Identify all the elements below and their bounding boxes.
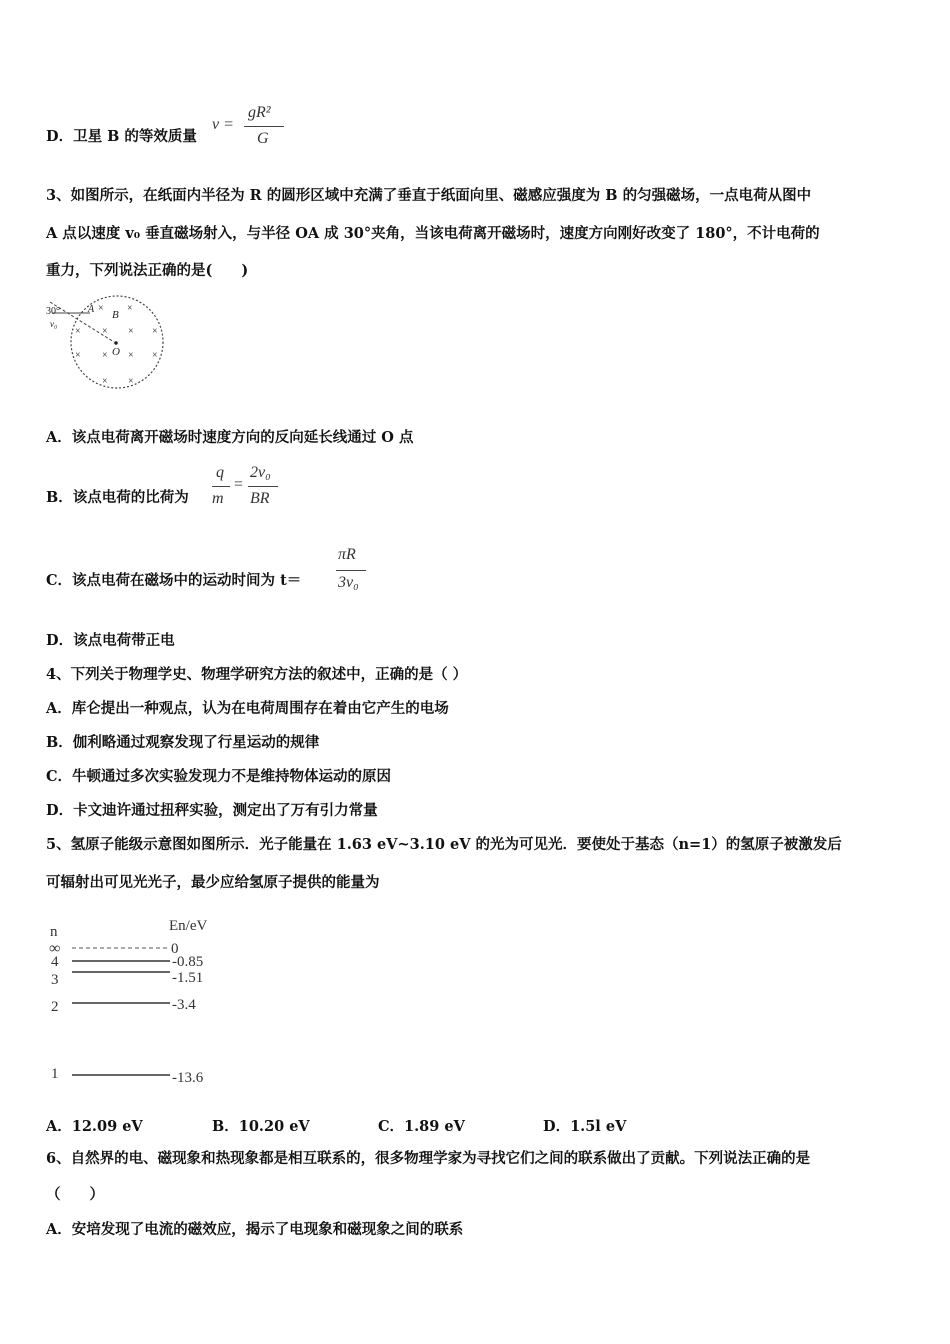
formula-denominator: G	[257, 130, 269, 147]
q5-stem-line1: 5、氢原子能级示意图如图所示．光子能量在 1.63 eV~3.10 eV 的光为可见光．要使处于基态（n=1）的氢原子被激发后	[46, 836, 842, 853]
q3-magnetic-field-figure	[44, 292, 172, 392]
q5-option-a: A．12.09 eV	[46, 1118, 143, 1135]
formula-denominator-right: BR	[250, 490, 270, 507]
field-mark: ×	[102, 326, 108, 337]
q6-stem-line2: （ ）	[46, 1186, 104, 1203]
q4-option-d: D．卡文迪许通过扭秤实验，测定出了万有引力常量	[46, 802, 378, 819]
field-mark: ×	[128, 326, 134, 337]
q3-stem-line3: 重力，下列说法正确的是( )	[46, 262, 249, 279]
field-mark: ×	[128, 350, 134, 361]
formula-lhs: v =	[212, 116, 234, 133]
velocity-label: v₀	[50, 319, 58, 329]
formula-equals: =	[234, 476, 244, 493]
q6-stem-line1: 6、自然界的电、磁现象和热现象都是相互联系的，很多物理学家为寻找它们之间的联系做出了贡献。下列说法正确的是	[46, 1150, 811, 1167]
level-n-infinity: ∞	[49, 940, 61, 957]
field-mark: ×	[152, 326, 158, 337]
q4-option-a: A．库仑提出一种观点，认为在电荷周围存在着由它产生的电场	[46, 700, 449, 717]
level-n-4: 4	[51, 954, 59, 970]
q2-option-d-formula	[212, 100, 282, 152]
field-mark: ×	[102, 376, 108, 387]
field-mark: ×	[102, 350, 108, 361]
level-e-1: -13.6	[172, 1070, 204, 1086]
angle-label: 30°	[46, 306, 60, 317]
q3-stem-line1: 3、如图所示，在纸面内半径为 R 的圆形区域中充满了垂直于纸面向里、磁感应强度为 B 的匀强磁场，一点电荷从图中	[46, 187, 812, 204]
q5-option-d: D．1.5l eV	[543, 1118, 627, 1135]
q5-option-c: C．1.89 eV	[378, 1118, 465, 1135]
formula-numerator-left: q	[216, 464, 224, 481]
formula-denominator-left: m	[212, 490, 224, 507]
field-mark: ×	[128, 376, 134, 387]
level-e-2: -3.4	[172, 997, 196, 1013]
q3-option-b-formula	[210, 460, 286, 514]
formula-numerator: gR²	[248, 104, 271, 121]
formula-numerator-right: 2v₀	[250, 464, 271, 481]
level-n-3: 3	[51, 972, 59, 988]
formula-numerator: πR	[338, 546, 356, 563]
level-n-2: 2	[51, 999, 59, 1015]
field-mark: ×	[152, 350, 158, 361]
level-e-3: -1.51	[172, 970, 204, 986]
center-label: O	[112, 346, 120, 358]
q2-option-d: D．卫星 B 的等效质量	[46, 128, 197, 145]
field-mark: ×	[75, 326, 81, 337]
q5-stem-line2: 可辐射出可见光光子，最少应给氢原子提供的能量为	[46, 874, 380, 891]
field-mark: ×	[127, 303, 133, 314]
level-n-1: 1	[51, 1066, 59, 1082]
q4-option-c: C．牛顿通过多次实验发现力不是维持物体运动的原因	[46, 768, 392, 785]
field-mark: ×	[75, 350, 81, 361]
level-e-infinity: 0	[171, 941, 179, 957]
n-axis-header: n	[50, 924, 58, 940]
energy-axis-header: En/eV	[169, 918, 208, 934]
q3-option-d: D．该点电荷带正电	[46, 632, 175, 649]
q4-option-b: B．伽利略通过观察发现了行星运动的规律	[46, 734, 320, 751]
point-a-label: A	[88, 304, 95, 315]
field-mark: ×	[98, 303, 104, 314]
q3-option-a: A．该点电荷离开磁场时速度方向的反向延长线通过 O 点	[46, 429, 414, 446]
level-e-4: -0.85	[172, 954, 204, 970]
q5-option-b: B．10.20 eV	[212, 1118, 310, 1135]
q3-stem-line2: A 点以速度 v₀ 垂直磁场射入，与半径 OA 成 30°夹角，当该电荷离开磁场时，速度方向刚好改变了 180°，不计电荷的	[46, 225, 820, 242]
q4-stem: 4、下列关于物理学史、物理学研究方法的叙述中，正确的是（ ）	[46, 666, 468, 683]
center-point	[114, 341, 118, 345]
q3-option-c-formula	[334, 544, 370, 600]
field-label: B	[112, 309, 119, 321]
q3-option-c: C．该点电荷在磁场中的运动时间为 t＝	[46, 572, 302, 589]
q5-energy-level-diagram	[44, 910, 244, 1092]
q6-option-a: A．安培发现了电流的磁效应，揭示了电现象和磁现象之间的联系	[46, 1221, 464, 1238]
formula-denominator: 3v₀	[338, 574, 359, 591]
q3-option-b: B．该点电荷的比荷为	[46, 489, 189, 506]
